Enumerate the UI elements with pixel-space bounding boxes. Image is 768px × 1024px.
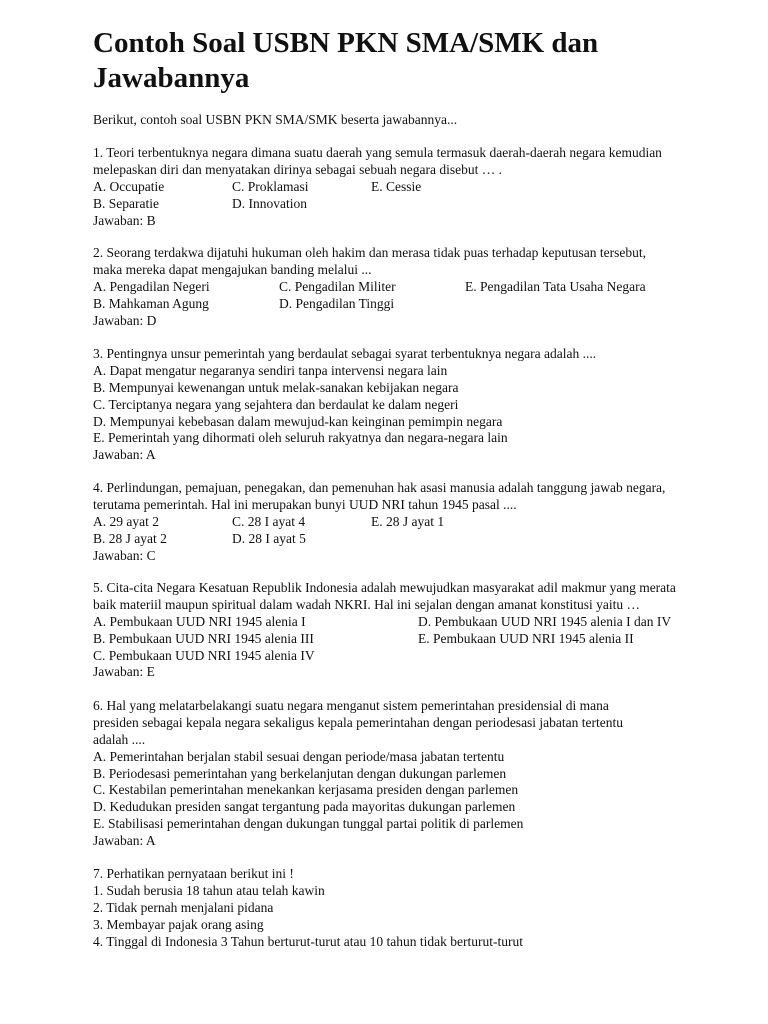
option-e: E. 28 J ayat 1 (371, 513, 445, 529)
intro-text: Berikut, contoh soal USBN PKN SMA/SMK beserta jawabannya... (93, 112, 458, 127)
question-text: 1. Teori terbentuknya negara dimana suatu daerah yang semula termasuk daerah-daerah negara kemudian (93, 145, 662, 160)
option-d: D. Innovation (232, 195, 307, 211)
option-row (93, 614, 765, 631)
option-e: E. Pengadilan Tata Usaha Negara (465, 278, 646, 294)
question-3 (93, 346, 765, 464)
option-d: D. Pengadilan Tinggi (279, 295, 395, 311)
option-a: A. Pengadilan Negeri (93, 278, 210, 294)
statement-item: 3. Membayar pajak orang asing (93, 916, 264, 932)
option-c: C. Terciptanya negara yang sejahtera dan berdaulat ke dalam negeri (93, 396, 459, 412)
option-row (93, 531, 765, 548)
option-d: D. Pembukaan UUD NRI 1945 alenia I dan IV (418, 613, 672, 629)
option-row (93, 296, 765, 313)
option-b: B. 28 J ayat 2 (93, 530, 167, 546)
answer: Jawaban: A (93, 833, 156, 849)
option-c: C. Proklamasi (232, 178, 309, 194)
question-6 (93, 698, 765, 850)
answer: Jawaban: D (93, 312, 157, 328)
option-e: E. Stabilisasi pemerintahan dengan dukungan tunggal partai politik di parlemen (93, 816, 524, 832)
option-e: E. Cessie (371, 178, 422, 194)
question-4 (93, 480, 765, 564)
option-b: B. Pembukaan UUD NRI 1945 alenia III (93, 630, 314, 646)
question-2 (93, 245, 765, 329)
option-b: B. Mempunyai kewenangan untuk melak-sanakan kebijakan negara (93, 379, 459, 395)
question-text: 7. Perhatikan pernyataan berikut ini ! (93, 866, 294, 881)
option-b: B. Mahkaman Agung (93, 295, 209, 311)
option-a: A. Occupatie (93, 178, 165, 194)
option-row (93, 631, 765, 648)
document-title: Contoh Soal USBN PKN SMA/SMK dan Jawabannya (93, 27, 599, 94)
question-text: 5. Cita-cita Negara Kesatuan Republik Indonesia adalah mewujudkan masyarakat adil makmur yang merata (93, 580, 676, 595)
option-row (93, 179, 765, 196)
option-c: C. Pengadilan Militer (279, 278, 396, 294)
answer: Jawaban: C (93, 547, 156, 563)
option-b: B. Separatie (93, 195, 159, 211)
question-text: 6. Hal yang melatarbelakangi suatu negara menganut sistem pemerintahan presidensial di mana (93, 698, 609, 713)
option-a: A. Pemerintahan berjalan stabil sesuai dengan periode/masa jabatan tertentu (93, 748, 505, 764)
statement-item: 1. Sudah berusia 18 tahun atau telah kawin (93, 882, 325, 898)
question-text: presiden sebagai kepala negara sekaligus kepala pemerintahan dengan periodesasi jabatan tertentu (93, 714, 624, 730)
option-c: C. 28 I ayat 4 (232, 513, 306, 529)
question-5 (93, 580, 765, 681)
question-7 (93, 866, 765, 950)
question-text: 4. Perlindungan, pemajuan, penegakan, dan pemenuhan hak asasi manusia adalah tanggung jawab negara, (93, 480, 666, 495)
question-text: terutama pemerintah. Hal ini merupakan bunyi UUD NRI tahun 1945 pasal .... (93, 496, 517, 512)
question-text: 3. Pentingnya unsur pemerintah yang berdaulat sebagai syarat terbentuknya negara adalah .... (93, 346, 597, 361)
answer: Jawaban: E (93, 664, 155, 680)
answer: Jawaban: A (93, 447, 156, 463)
question-text: melepaskan diri dan menyatakan dirinya sebagai sebuah negara disebut … . (93, 161, 502, 177)
question-text: baik materiil maupun spiritual dalam wadah NKRI. Hal ini sejalan dengan amanat konstitusi yaitu … (93, 596, 640, 612)
answer: Jawaban: B (93, 212, 156, 228)
option-d: D. Mempunyai kebebasan dalam mewujud-kan keinginan pemimpin negara (93, 413, 503, 429)
option-b: B. Periodesasi pemerintahan yang berkelanjutan dengan dukungan parlemen (93, 765, 507, 781)
option-row (93, 514, 765, 531)
option-a: A. Pembukaan UUD NRI 1945 alenia I (93, 613, 306, 629)
question-1 (93, 145, 765, 229)
option-d: D. Kedudukan presiden sangat tergantung pada mayoritas dukungan parlemen (93, 799, 516, 815)
question-text: maka mereka dapat mengajukan banding melalui ... (93, 261, 372, 277)
option-c: C. Pembukaan UUD NRI 1945 alenia IV (93, 647, 315, 663)
question-text: 2. Seorang terdakwa dijatuhi hukuman oleh hakim dan merasa tidak puas terhadap keputusan tersebut, (93, 245, 646, 260)
option-d: D. 28 I ayat 5 (232, 530, 306, 546)
option-c: C. Kestabilan pemerintahan menekankan kerjasama presiden dengan parlemen (93, 782, 519, 798)
statement-item: 2. Tidak pernah menjalani pidana (93, 899, 274, 915)
statement-item: 4. Tinggal di Indonesia 3 Tahun berturut-turut atau 10 tahun tidak berturut-turut (93, 933, 523, 949)
option-a: A. Dapat mengatur negaranya sendiri tanpa intervensi negara lain (93, 362, 448, 378)
option-row (93, 196, 765, 213)
option-e: E. Pemerintah yang dihormati oleh seluruh rakyatnya dan negara-negara lain (93, 430, 508, 446)
option-e: E. Pembukaan UUD NRI 1945 alenia II (418, 630, 634, 646)
option-a: A. 29 ayat 2 (93, 513, 159, 529)
option-row (93, 279, 765, 296)
question-text: adalah .... (93, 731, 146, 747)
